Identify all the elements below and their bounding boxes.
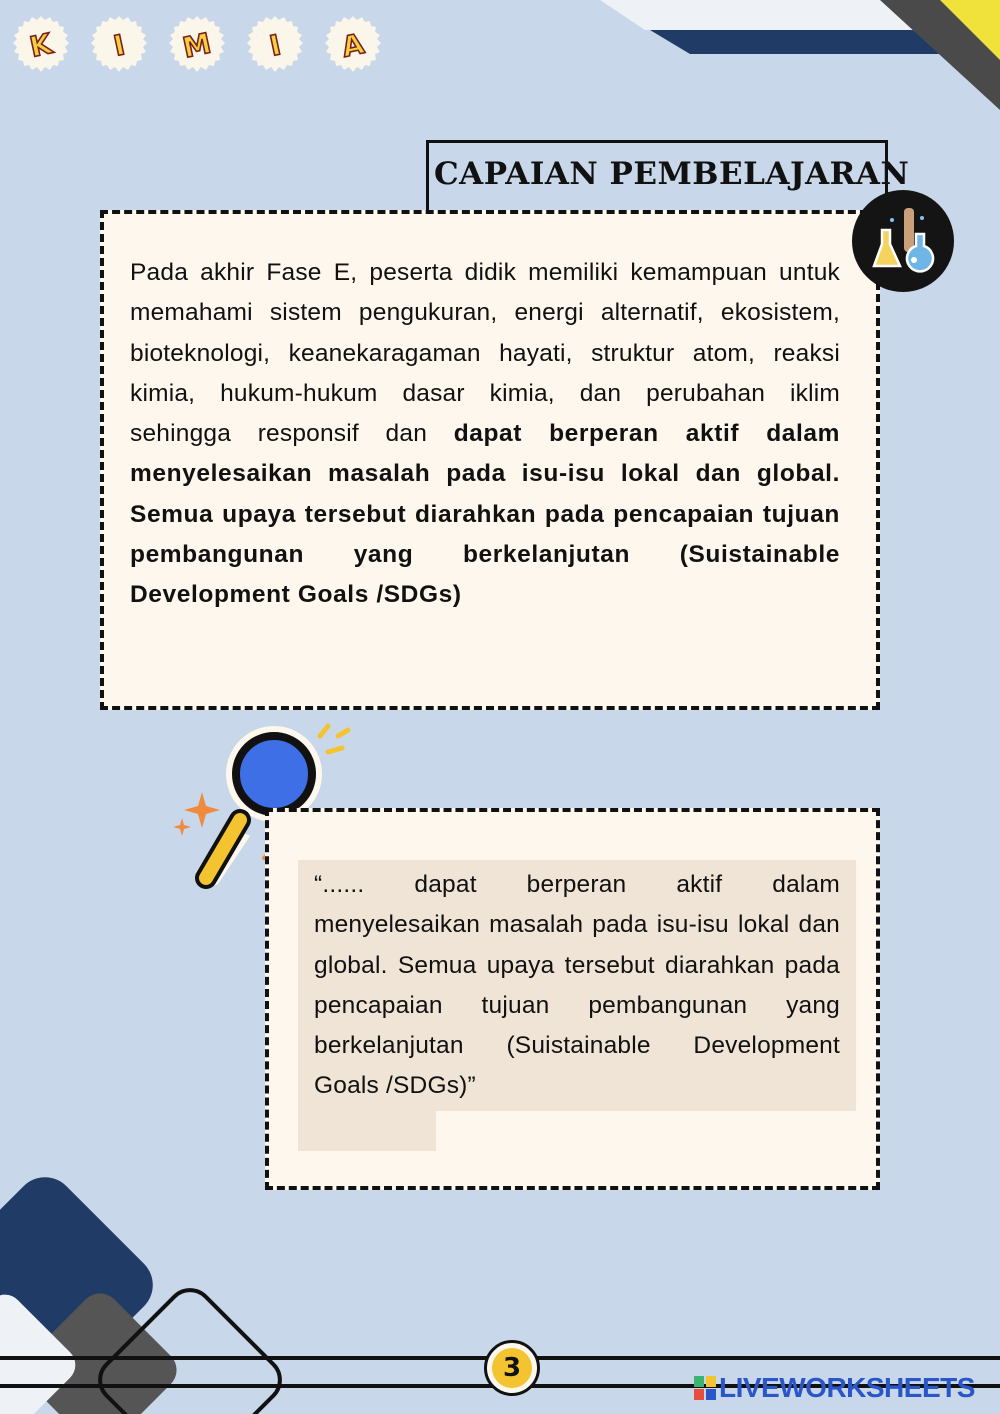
learning-outcome-text: [130, 253, 840, 616]
letter: I: [266, 27, 284, 63]
letter-badge: [88, 14, 150, 76]
corner-decoration-top-right: [590, 0, 1000, 120]
letter: I: [110, 27, 128, 63]
text-bold: dapat berperan aktif dalam menyelesaikan masalah pada isu-isu lokal dan global. Semua upaya tersebut diarahkan pada pencapaian tujuan pembangunan yang berkelanjutan (Suistainable Development Goals /SDGs): [130, 420, 840, 609]
liveworksheets-grid-icon: [694, 1376, 716, 1400]
page-number-badge: [484, 1340, 540, 1396]
letter-badge: [244, 14, 306, 76]
letter: A: [338, 26, 368, 64]
chemistry-flasks-icon: [852, 190, 954, 292]
letter-badge: [10, 14, 72, 76]
letter: K: [26, 26, 56, 64]
liveworksheets-logo[interactable]: [694, 1372, 975, 1404]
watermark-text: LIVEWORKSHEETS: [719, 1372, 975, 1403]
letter: M: [179, 25, 215, 65]
quote-highlight-tail: [298, 1105, 436, 1151]
page-number: 3: [492, 1348, 532, 1388]
quote-text: “...... dapat berperan aktif dalam menyelesaikan masalah pada isu-isu lokal dan global. Semua upaya tersebut diarahkan pada pencapaian tujuan pembangunan yang berkelanjutan (Suistainable Development Goals /SDGs)”: [314, 871, 840, 1100]
letter-badge: [322, 14, 384, 76]
text-normal: Pada akhir Fase E, peserta didik memiliki kemampuan untuk memahami sistem pengukuran, energi alternatif, ekosistem, bioteknologi, keanekaragaman hayati, struktur atom, reaksi kimia, hukum-hukum dasar kimia, dan perubahan iklim sehingga responsif dan: [130, 259, 840, 448]
page-title: CAPAIAN PEMBELAJARAN: [434, 156, 910, 192]
letter-badge: [166, 14, 228, 76]
corner-decoration-bottom-left: [0, 1160, 300, 1414]
